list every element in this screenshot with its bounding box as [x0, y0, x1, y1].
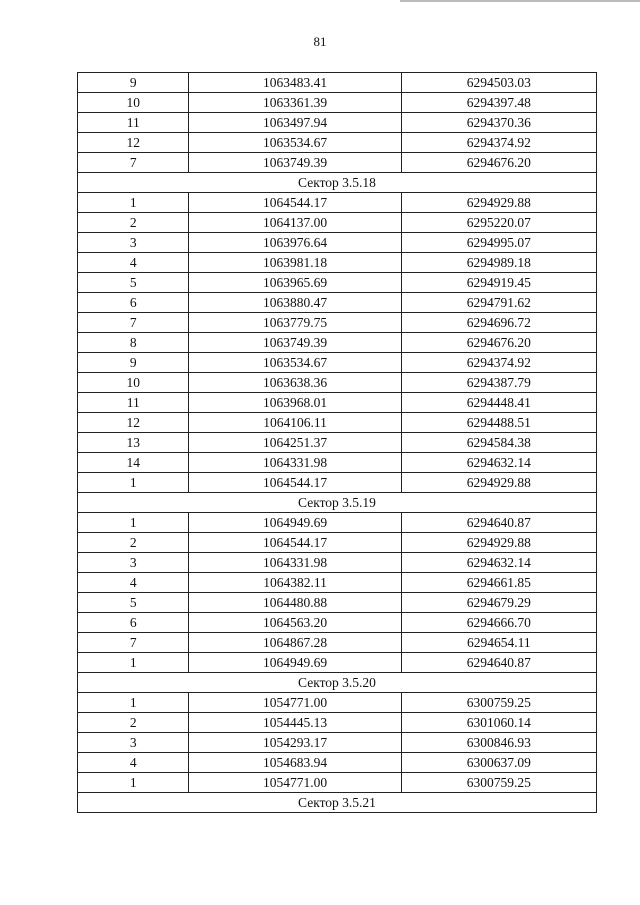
point-number-cell: 6	[78, 293, 189, 313]
y-coordinate-cell: 6294919.45	[401, 273, 596, 293]
point-number-cell: 5	[78, 273, 189, 293]
table-row	[78, 733, 597, 753]
y-coordinate-cell: 6294632.14	[401, 553, 596, 573]
x-coordinate-cell: 1054771.00	[189, 773, 401, 793]
table-row	[78, 193, 597, 213]
x-coordinate-cell: 1064544.17	[189, 533, 401, 553]
x-coordinate-cell: 1063638.36	[189, 373, 401, 393]
table-row	[78, 373, 597, 393]
point-number-cell: 1	[78, 513, 189, 533]
y-coordinate-cell: 6294676.20	[401, 333, 596, 353]
point-number-cell: 3	[78, 233, 189, 253]
point-number-cell: 6	[78, 613, 189, 633]
y-coordinate-cell: 6294640.87	[401, 513, 596, 533]
x-coordinate-cell: 1064106.11	[189, 413, 401, 433]
table-row	[78, 273, 597, 293]
point-number-cell: 4	[78, 573, 189, 593]
table-row	[78, 593, 597, 613]
point-number-cell: 11	[78, 393, 189, 413]
x-coordinate-cell: 1054293.17	[189, 733, 401, 753]
table-row	[78, 453, 597, 473]
scan-edge-mark	[400, 0, 640, 2]
point-number-cell: 1	[78, 693, 189, 713]
x-coordinate-cell: 1064563.20	[189, 613, 401, 633]
table-row	[78, 413, 597, 433]
point-number-cell: 4	[78, 753, 189, 773]
point-number-cell: 7	[78, 313, 189, 333]
x-coordinate-cell: 1063976.64	[189, 233, 401, 253]
y-coordinate-cell: 6295220.07	[401, 213, 596, 233]
table-row	[78, 73, 597, 93]
x-coordinate-cell: 1063534.67	[189, 353, 401, 373]
point-number-cell: 2	[78, 713, 189, 733]
y-coordinate-cell: 6294929.88	[401, 533, 596, 553]
y-coordinate-cell: 6294929.88	[401, 193, 596, 213]
point-number-cell: 2	[78, 213, 189, 233]
x-coordinate-cell: 1063483.41	[189, 73, 401, 93]
coordinates-table-body	[78, 73, 597, 813]
y-coordinate-cell: 6294387.79	[401, 373, 596, 393]
table-row	[78, 533, 597, 553]
point-number-cell: 4	[78, 253, 189, 273]
y-coordinate-cell: 6294696.72	[401, 313, 596, 333]
point-number-cell: 1	[78, 193, 189, 213]
x-coordinate-cell: 1064949.69	[189, 513, 401, 533]
sector-label: Сектор 3.5.18	[78, 173, 597, 193]
x-coordinate-cell: 1064331.98	[189, 553, 401, 573]
table-row	[78, 153, 597, 173]
table-row	[78, 573, 597, 593]
table-row	[78, 213, 597, 233]
point-number-cell: 11	[78, 113, 189, 133]
x-coordinate-cell: 1063880.47	[189, 293, 401, 313]
table-row	[78, 693, 597, 713]
table-row	[78, 93, 597, 113]
point-number-cell: 14	[78, 453, 189, 473]
y-coordinate-cell: 6294632.14	[401, 453, 596, 473]
sector-label: Сектор 3.5.20	[78, 673, 597, 693]
y-coordinate-cell: 6300846.93	[401, 733, 596, 753]
y-coordinate-cell: 6294448.41	[401, 393, 596, 413]
x-coordinate-cell: 1064949.69	[189, 653, 401, 673]
table-row	[78, 773, 597, 793]
y-coordinate-cell: 6300759.25	[401, 693, 596, 713]
sector-header-row	[78, 673, 597, 693]
x-coordinate-cell: 1063361.39	[189, 93, 401, 113]
y-coordinate-cell: 6294654.11	[401, 633, 596, 653]
y-coordinate-cell: 6294995.07	[401, 233, 596, 253]
table-row	[78, 133, 597, 153]
sector-label: Сектор 3.5.21	[78, 793, 597, 813]
point-number-cell: 9	[78, 73, 189, 93]
point-number-cell: 5	[78, 593, 189, 613]
x-coordinate-cell: 1063779.75	[189, 313, 401, 333]
y-coordinate-cell: 6294929.88	[401, 473, 596, 493]
point-number-cell: 7	[78, 633, 189, 653]
y-coordinate-cell: 6294640.87	[401, 653, 596, 673]
table-row	[78, 353, 597, 373]
table-row	[78, 613, 597, 633]
x-coordinate-cell: 1063965.69	[189, 273, 401, 293]
table-row	[78, 393, 597, 413]
table-row	[78, 333, 597, 353]
table-row	[78, 433, 597, 453]
point-number-cell: 1	[78, 473, 189, 493]
table-row	[78, 713, 597, 733]
table-row	[78, 233, 597, 253]
sector-header-row	[78, 173, 597, 193]
y-coordinate-cell: 6294397.48	[401, 93, 596, 113]
y-coordinate-cell: 6294488.51	[401, 413, 596, 433]
y-coordinate-cell: 6294676.20	[401, 153, 596, 173]
x-coordinate-cell: 1063749.39	[189, 333, 401, 353]
point-number-cell: 7	[78, 153, 189, 173]
y-coordinate-cell: 6301060.14	[401, 713, 596, 733]
x-coordinate-cell: 1063981.18	[189, 253, 401, 273]
y-coordinate-cell: 6294791.62	[401, 293, 596, 313]
table-row	[78, 293, 597, 313]
point-number-cell: 8	[78, 333, 189, 353]
y-coordinate-cell: 6294503.03	[401, 73, 596, 93]
x-coordinate-cell: 1063749.39	[189, 153, 401, 173]
y-coordinate-cell: 6294679.29	[401, 593, 596, 613]
point-number-cell: 1	[78, 653, 189, 673]
y-coordinate-cell: 6294661.85	[401, 573, 596, 593]
x-coordinate-cell: 1064544.17	[189, 193, 401, 213]
table-row	[78, 113, 597, 133]
y-coordinate-cell: 6300759.25	[401, 773, 596, 793]
y-coordinate-cell: 6294989.18	[401, 253, 596, 273]
x-coordinate-cell: 1063968.01	[189, 393, 401, 413]
x-coordinate-cell: 1063534.67	[189, 133, 401, 153]
y-coordinate-cell: 6294666.70	[401, 613, 596, 633]
x-coordinate-cell: 1064137.00	[189, 213, 401, 233]
x-coordinate-cell: 1064331.98	[189, 453, 401, 473]
table-row	[78, 473, 597, 493]
y-coordinate-cell: 6294584.38	[401, 433, 596, 453]
x-coordinate-cell: 1064382.11	[189, 573, 401, 593]
table-row	[78, 653, 597, 673]
sector-header-row	[78, 793, 597, 813]
point-number-cell: 2	[78, 533, 189, 553]
table-row	[78, 253, 597, 273]
point-number-cell: 10	[78, 93, 189, 113]
point-number-cell: 1	[78, 773, 189, 793]
x-coordinate-cell: 1064251.37	[189, 433, 401, 453]
y-coordinate-cell: 6294370.36	[401, 113, 596, 133]
table-row	[78, 553, 597, 573]
x-coordinate-cell: 1064480.88	[189, 593, 401, 613]
table-row	[78, 753, 597, 773]
y-coordinate-cell: 6294374.92	[401, 133, 596, 153]
x-coordinate-cell: 1063497.94	[189, 113, 401, 133]
page-number: 81	[313, 34, 327, 49]
x-coordinate-cell: 1064544.17	[189, 473, 401, 493]
y-coordinate-cell: 6300637.09	[401, 753, 596, 773]
point-number-cell: 3	[78, 553, 189, 573]
point-number-cell: 9	[78, 353, 189, 373]
x-coordinate-cell: 1054771.00	[189, 693, 401, 713]
table-row	[78, 633, 597, 653]
point-number-cell: 12	[78, 133, 189, 153]
sector-header-row	[78, 493, 597, 513]
coordinates-table	[77, 72, 597, 813]
y-coordinate-cell: 6294374.92	[401, 353, 596, 373]
sector-label: Сектор 3.5.19	[78, 493, 597, 513]
point-number-cell: 12	[78, 413, 189, 433]
point-number-cell: 10	[78, 373, 189, 393]
point-number-cell: 3	[78, 733, 189, 753]
x-coordinate-cell: 1054683.94	[189, 753, 401, 773]
x-coordinate-cell: 1064867.28	[189, 633, 401, 653]
table-row	[78, 513, 597, 533]
table-row	[78, 313, 597, 333]
point-number-cell: 13	[78, 433, 189, 453]
x-coordinate-cell: 1054445.13	[189, 713, 401, 733]
